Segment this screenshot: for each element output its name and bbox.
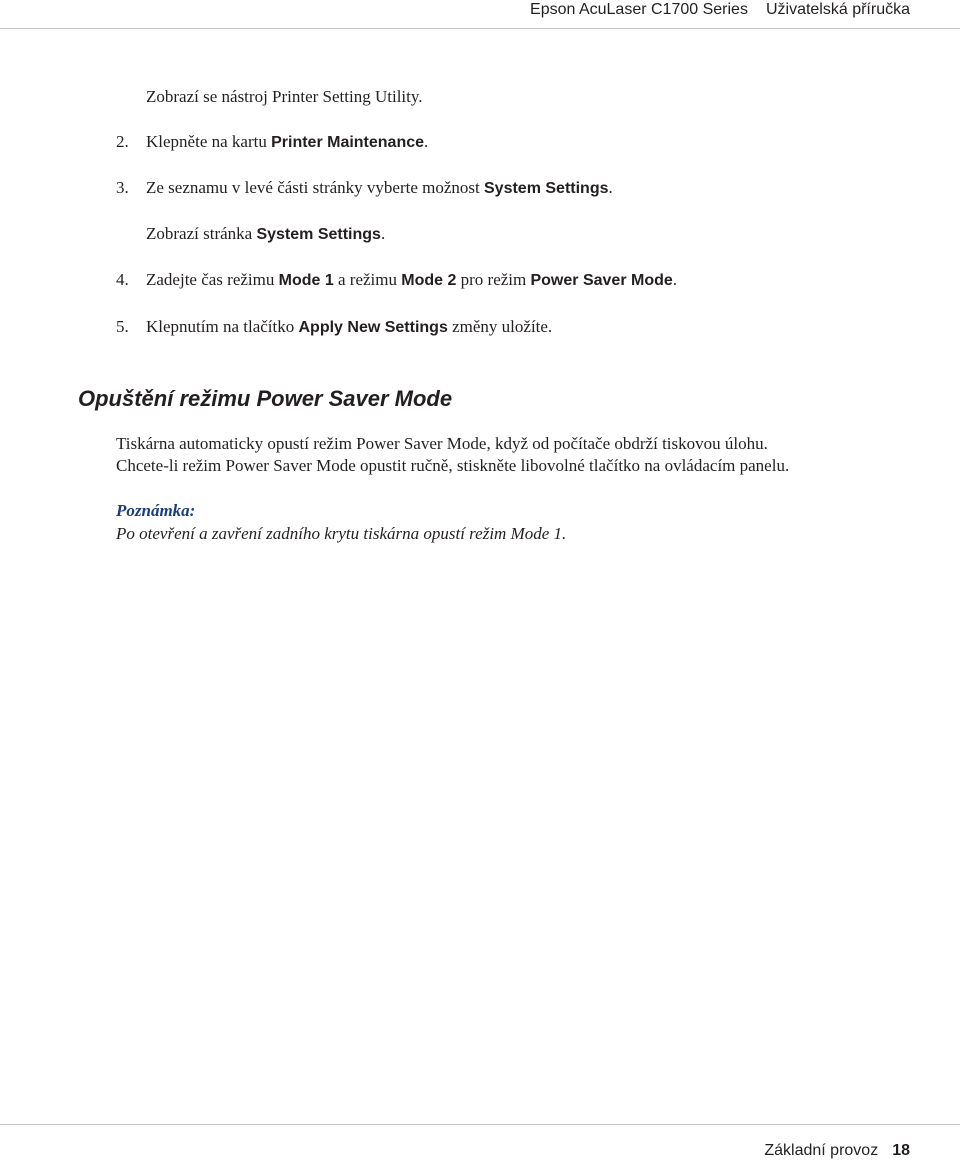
page-header	[0, 0, 960, 29]
step-2-number: 2.	[116, 132, 129, 151]
step-3	[146, 177, 613, 200]
step-4-text-mid1: a režimu	[333, 270, 402, 289]
step-5	[146, 316, 552, 339]
step-3-result	[146, 223, 385, 246]
header-product: Epson AcuLaser C1700 Series	[530, 1, 748, 18]
step-3-keyword: System Settings	[484, 180, 609, 197]
step-3-number: 3.	[116, 178, 129, 197]
step-2-keyword: Printer Maintenance	[271, 134, 425, 151]
section-heading: Opuštění režimu Power Saver Mode	[78, 386, 453, 411]
step-4-text: Zadejte čas režimu	[146, 270, 279, 289]
step-3-result-end: .	[380, 224, 386, 243]
step-4-keyword-power-saver: Power Saver Mode	[530, 272, 673, 289]
step-5-number: 5.	[116, 317, 129, 336]
step-4-text-mid2: pro režim	[456, 270, 531, 289]
step-4-keyword-mode2: Mode 2	[401, 272, 457, 289]
page-footer	[0, 1124, 960, 1165]
step-2	[146, 131, 428, 154]
step-3-result-text: Zobrazí stránka	[146, 224, 257, 243]
section-paragraph-line-2: Chcete-li režim Power Saver Mode opustit ručně, stiskněte libovolné tlačítko na ovládacím panelu.	[116, 456, 790, 475]
step-5-end: změny uložíte.	[447, 317, 553, 336]
step-5-keyword: Apply New Settings	[298, 319, 448, 336]
header-title	[530, 0, 910, 20]
step-2-text: Klepněte na kartu	[146, 132, 272, 151]
step-4	[146, 269, 677, 292]
step-4-keyword-mode1: Mode 1	[278, 272, 334, 289]
step-3-result-keyword: System Settings	[256, 226, 381, 243]
footer-text	[764, 1141, 910, 1161]
note-label: Poznámka:	[116, 501, 196, 520]
footer-section: Základní provoz	[764, 1142, 879, 1159]
step-3-text: Ze seznamu v levé části stránky vyberte možnost	[146, 178, 484, 197]
page-number: 18	[892, 1142, 910, 1159]
step-3-end: .	[608, 178, 613, 197]
section-paragraph-line-1: Tiskárna automaticky opustí režim Power Saver Mode, když od počítače obdrží tiskovou úlohu.	[116, 434, 768, 453]
step-intro: Zobrazí se nástroj Printer Setting Utility.	[146, 87, 423, 106]
step-4-number: 4.	[116, 270, 129, 289]
step-5-text: Klepnutím na tlačítko	[146, 317, 299, 336]
step-2-end: .	[424, 132, 429, 151]
header-manual: Uživatelská příručka	[765, 1, 910, 18]
note-text: Po otevření a zavření zadního krytu tiskárna opustí režim Mode 1.	[116, 524, 567, 543]
step-4-end: .	[672, 270, 678, 289]
